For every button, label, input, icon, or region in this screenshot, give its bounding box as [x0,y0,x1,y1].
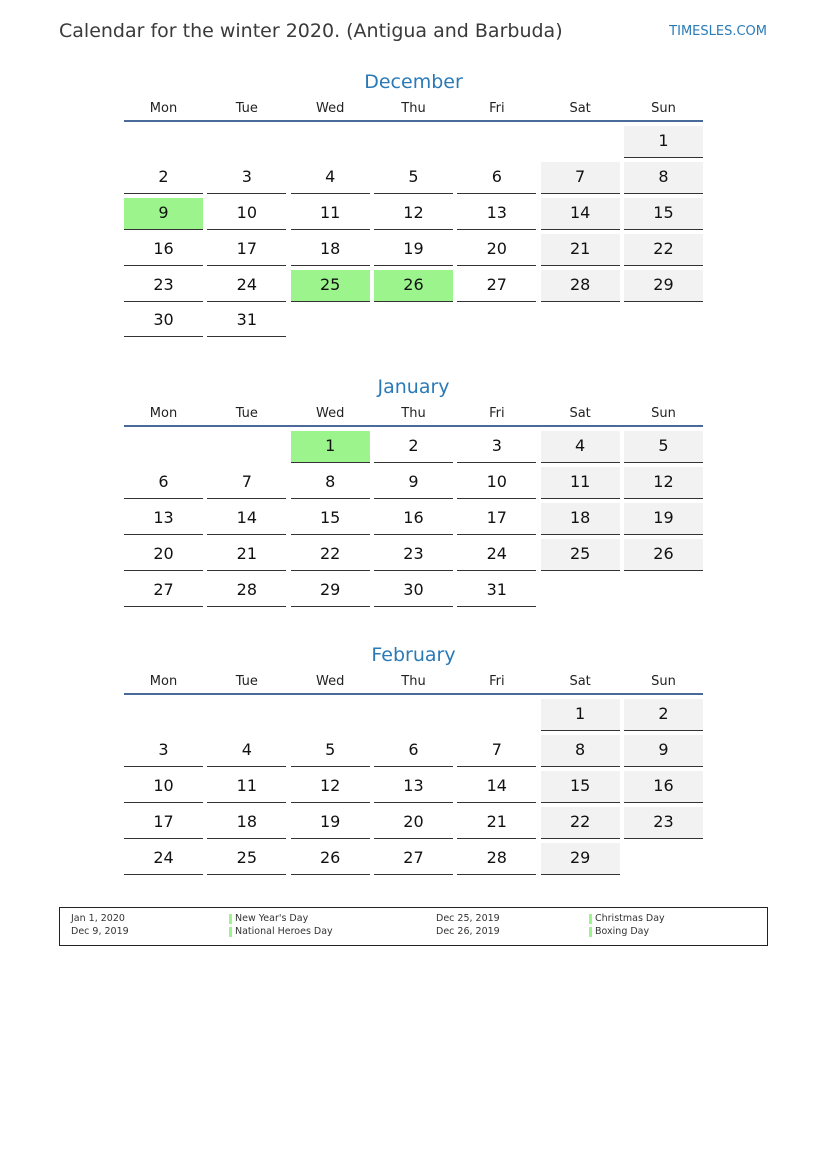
day-cell: 28 [457,843,536,875]
weekday-label: Mon [149,674,178,689]
empty-cell [207,126,286,158]
month-january [124,372,703,607]
empty-cell [374,699,453,731]
empty-cell [457,699,536,731]
empty-cell [124,431,203,463]
weekday-label: Fri [489,674,505,689]
weekday-label: Mon [149,406,178,421]
day-cell: 18 [541,503,620,535]
empty-cell [541,126,620,158]
day-cell: 11 [207,771,286,803]
day-cell: 29 [541,843,620,875]
holiday-day-cell: 9 [124,198,203,230]
day-cell: 30 [124,305,203,337]
day-cell: 23 [374,539,453,571]
day-cell: 23 [624,807,703,839]
day-cell: 27 [374,843,453,875]
day-cell: 1 [541,699,620,731]
day-cell: 16 [124,234,203,266]
month-december [124,67,703,337]
day-cell: 27 [457,270,536,302]
weekday-label: Thu [401,674,426,689]
day-cell: 7 [541,162,620,194]
weekday-label: Wed [315,101,345,116]
day-cell: 14 [457,771,536,803]
day-cell: 28 [541,270,620,302]
month-title: December [364,71,463,93]
day-cell: 29 [291,575,370,607]
weekday-label: Wed [315,674,345,689]
weekday-label: Fri [489,101,505,116]
weekday-label: Thu [401,101,426,116]
day-cell: 31 [207,305,286,337]
day-cell: 14 [541,198,620,230]
day-cell: 6 [457,162,536,194]
day-cell: 21 [207,539,286,571]
day-cell: 10 [207,198,286,230]
day-cell: 1 [624,126,703,158]
day-cell: 13 [374,771,453,803]
day-cell: 24 [207,270,286,302]
day-cell: 19 [624,503,703,535]
day-cell: 10 [124,771,203,803]
day-cell: 23 [124,270,203,302]
day-cell: 8 [624,162,703,194]
day-cell: 11 [541,467,620,499]
day-cell: 22 [624,234,703,266]
empty-cell [124,699,203,731]
day-cell: 4 [207,735,286,767]
day-cell: 10 [457,467,536,499]
weekday-label: Thu [401,406,426,421]
day-cell: 26 [624,539,703,571]
weekday-label: Sun [651,674,676,689]
day-cell: 18 [291,234,370,266]
day-cell: 7 [457,735,536,767]
day-cell: 5 [374,162,453,194]
weekday-header [124,672,703,695]
day-cell: 29 [624,270,703,302]
weekday-label: Mon [149,101,178,116]
day-cell: 6 [374,735,453,767]
day-cell: 15 [541,771,620,803]
day-cell: 3 [457,431,536,463]
day-cell: 25 [541,539,620,571]
day-grid [124,431,703,607]
day-cell: 12 [291,771,370,803]
legend-holiday-name: Boxing Day [589,926,649,937]
legend-date: Jan 1, 2020 [71,913,125,924]
empty-cell [207,699,286,731]
day-cell: 18 [207,807,286,839]
legend-holiday-name: National Heroes Day [229,926,333,937]
day-cell: 12 [374,198,453,230]
holiday-day-cell: 26 [374,270,453,302]
day-cell: 4 [541,431,620,463]
weekday-label: Sat [569,674,591,689]
day-cell: 26 [291,843,370,875]
day-cell: 15 [291,503,370,535]
legend-holiday-name: New Year's Day [229,913,308,924]
legend-date: Dec 9, 2019 [71,926,129,937]
legend-holiday-name: Christmas Day [589,913,665,924]
empty-cell [124,126,203,158]
day-cell: 5 [291,735,370,767]
day-cell: 2 [374,431,453,463]
day-cell: 16 [374,503,453,535]
day-cell: 13 [457,198,536,230]
day-cell: 13 [124,503,203,535]
day-cell: 9 [374,467,453,499]
day-cell: 4 [291,162,370,194]
empty-cell [291,126,370,158]
day-cell: 2 [624,699,703,731]
weekday-label: Wed [315,406,345,421]
month-title: February [371,644,456,666]
day-cell: 19 [374,234,453,266]
month-february [124,640,703,875]
legend-date: Dec 26, 2019 [436,926,500,937]
day-cell: 22 [541,807,620,839]
empty-cell [207,431,286,463]
page-title: Calendar for the winter 2020. (Antigua and Barbuda) [59,20,563,42]
day-cell: 20 [374,807,453,839]
weekday-label: Sat [569,101,591,116]
day-cell: 21 [457,807,536,839]
day-cell: 19 [291,807,370,839]
day-cell: 20 [457,234,536,266]
day-cell: 3 [124,735,203,767]
day-cell: 22 [291,539,370,571]
day-cell: 3 [207,162,286,194]
weekday-header [124,404,703,427]
day-cell: 15 [624,198,703,230]
empty-cell [291,699,370,731]
day-cell: 24 [457,539,536,571]
weekday-label: Sat [569,406,591,421]
day-cell: 16 [624,771,703,803]
holiday-legend [59,907,768,946]
weekday-label: Tue [235,101,258,116]
day-cell: 30 [374,575,453,607]
weekday-label: Tue [235,674,258,689]
day-cell: 17 [457,503,536,535]
day-cell: 17 [207,234,286,266]
weekday-label: Sun [651,406,676,421]
day-cell: 24 [124,843,203,875]
day-grid [124,699,703,875]
day-cell: 20 [124,539,203,571]
day-cell: 25 [207,843,286,875]
day-cell: 2 [124,162,203,194]
legend-date: Dec 25, 2019 [436,913,500,924]
day-cell: 17 [124,807,203,839]
day-cell: 27 [124,575,203,607]
weekday-label: Fri [489,406,505,421]
day-cell: 28 [207,575,286,607]
site-link[interactable]: TIMESLES.COM [669,24,767,39]
day-cell: 9 [624,735,703,767]
weekday-header [124,99,703,122]
day-cell: 12 [624,467,703,499]
day-cell: 14 [207,503,286,535]
month-title: January [377,376,450,398]
day-cell: 31 [457,575,536,607]
day-cell: 8 [291,467,370,499]
day-cell: 11 [291,198,370,230]
day-cell: 8 [541,735,620,767]
weekday-label: Tue [235,406,258,421]
empty-cell [457,126,536,158]
day-grid [124,126,703,337]
holiday-day-cell: 1 [291,431,370,463]
holiday-day-cell: 25 [291,270,370,302]
day-cell: 21 [541,234,620,266]
day-cell: 6 [124,467,203,499]
day-cell: 5 [624,431,703,463]
weekday-label: Sun [651,101,676,116]
empty-cell [374,126,453,158]
day-cell: 7 [207,467,286,499]
